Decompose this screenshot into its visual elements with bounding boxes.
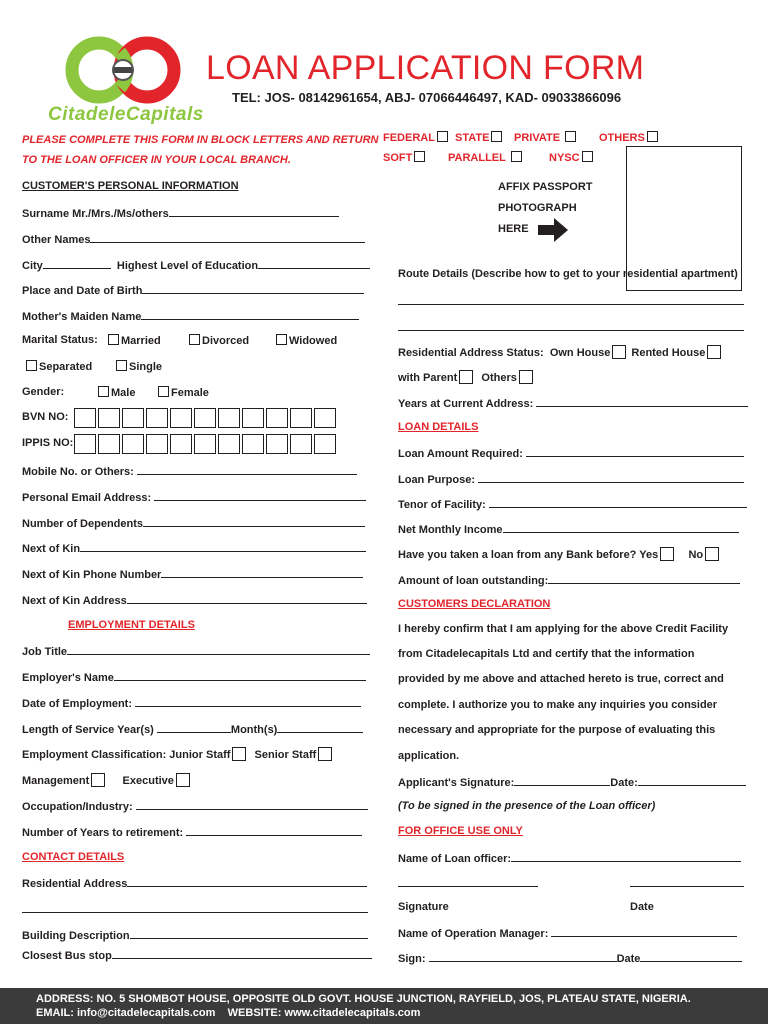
widowed-checkbox[interactable] xyxy=(276,334,287,345)
loan-purpose-field[interactable] xyxy=(398,472,744,486)
months-label: Month(s) xyxy=(230,724,278,736)
federal-checkbox[interactable] xyxy=(437,131,448,142)
married-label: Married xyxy=(121,335,161,347)
with-parent-label: with Parent xyxy=(398,372,458,384)
widowed-label: Widowed xyxy=(289,335,338,347)
mobile-label: Mobile No. or Others: xyxy=(22,466,134,478)
form-title: LOAN APPLICATION FORM xyxy=(206,49,645,87)
category-soft-label: SOFT xyxy=(383,152,413,164)
kin-phone-label: Next of Kin Phone Number xyxy=(22,569,162,581)
option-male[interactable] xyxy=(96,386,135,399)
employer-field[interactable] xyxy=(22,670,366,684)
residential-address-line-2[interactable] xyxy=(22,902,368,913)
building-label: Building Description xyxy=(22,930,130,942)
others-checkbox[interactable] xyxy=(647,131,658,142)
dependents-field[interactable] xyxy=(22,516,365,530)
net-income-field[interactable] xyxy=(398,522,739,536)
officer-signature-line[interactable] xyxy=(398,876,538,887)
employment-heading: EMPLOYMENT DETAILS xyxy=(68,619,195,631)
male-checkbox[interactable] xyxy=(98,386,109,397)
bus-stop-field[interactable] xyxy=(22,948,372,962)
digit-box[interactable] xyxy=(74,408,96,428)
marital-label: Marital Status: xyxy=(22,334,98,346)
single-label: Single xyxy=(129,361,163,373)
passport-instruction-3: HERE xyxy=(498,223,529,235)
divorced-label: Divorced xyxy=(202,335,250,347)
soft-checkbox[interactable] xyxy=(414,151,425,162)
senior-staff-checkbox[interactable] xyxy=(318,747,332,761)
tenor-field[interactable] xyxy=(398,497,747,511)
digit-box[interactable] xyxy=(290,434,312,454)
job-title-label: Job Title xyxy=(22,646,68,658)
category-federal-label: FEDERAL xyxy=(383,132,435,144)
digit-box[interactable] xyxy=(170,434,192,454)
loan-no-label: No xyxy=(688,549,704,561)
category-soft[interactable] xyxy=(383,151,427,164)
digit-box[interactable] xyxy=(122,434,144,454)
email-label: Personal Email Address: xyxy=(22,492,152,504)
declaration-text-3: provided by me above and attached hereto is true, correct and xyxy=(398,673,724,685)
footer-contact[interactable]: EMAIL: info@citadelecapitals.com WEBSITE: www.citadelecapitals.com xyxy=(36,1007,421,1019)
kin-address-label: Next of Kin Address xyxy=(22,595,127,607)
digit-box[interactable] xyxy=(314,408,336,428)
declaration-text-2: from Citadelecapitals Ltd and certify that the information xyxy=(398,648,695,660)
outstanding-field[interactable] xyxy=(398,573,740,587)
arrow-right-icon xyxy=(538,218,568,242)
with-parent-checkbox[interactable] xyxy=(459,370,473,384)
loan-amount-label: Loan Amount Required: xyxy=(398,448,523,460)
digit-box[interactable] xyxy=(74,434,96,454)
applicant-signature-label: Applicant's Signature: xyxy=(398,777,515,789)
officer-signature-label: Signature xyxy=(398,901,449,913)
phone-numbers: TEL: JOS- 08142961654, ABJ- 07066446497, KAD- 09033866096 xyxy=(232,90,622,105)
surname-label: Surname Mr./Mrs./Ms/others xyxy=(22,208,169,220)
bvn-label: BVN NO: xyxy=(22,411,69,423)
instructions-line-1: PLEASE COMPLETE THIS FORM IN BLOCK LETTERS AND RETURN xyxy=(22,134,379,146)
option-widowed[interactable] xyxy=(274,334,337,347)
manager-sign-label: Sign: xyxy=(398,953,426,965)
passport-instruction-2: PHOTOGRAPH xyxy=(498,202,577,214)
res-others-checkbox[interactable] xyxy=(519,370,533,384)
executive-checkbox[interactable] xyxy=(176,773,190,787)
kin-phone-field[interactable] xyxy=(22,567,363,581)
logo-text: CitadeleCapitals xyxy=(48,104,204,125)
category-parallel-label: PARALLEL xyxy=(448,152,506,164)
office-use-heading: FOR OFFICE USE ONLY xyxy=(398,825,523,837)
digit-box[interactable] xyxy=(146,408,168,428)
junior-staff-checkbox[interactable] xyxy=(232,747,246,761)
bvn-row xyxy=(22,406,68,428)
digit-box[interactable] xyxy=(98,408,120,428)
maiden-name-field[interactable] xyxy=(22,309,359,323)
ippis-label: IPPIS NO: xyxy=(22,437,74,449)
declaration-text-6: application. xyxy=(398,750,460,762)
job-title-field[interactable] xyxy=(22,644,370,658)
applicant-date-label: Date: xyxy=(610,777,638,789)
length-service-label: Length of Service Year(s) xyxy=(22,724,154,736)
category-others[interactable] xyxy=(599,131,660,144)
rented-house-label: Rented House xyxy=(631,347,706,359)
next-of-kin-field[interactable] xyxy=(22,541,366,555)
date-employment-label: Date of Employment: xyxy=(22,698,133,710)
bus-stop-label: Closest Bus stop xyxy=(22,950,112,962)
dependents-label: Number of Dependents xyxy=(22,518,144,530)
years-address-field[interactable] xyxy=(398,396,748,410)
city-education-field[interactable] xyxy=(22,258,370,272)
officer-date-line[interactable] xyxy=(630,876,744,887)
marital-status-row xyxy=(22,334,98,346)
contact-heading: CONTACT DETAILS xyxy=(22,851,125,863)
digit-box[interactable] xyxy=(170,408,192,428)
category-federal[interactable] xyxy=(383,131,450,144)
rented-house-checkbox[interactable] xyxy=(707,345,721,359)
passport-instruction-1: AFFIX PASSPORT xyxy=(498,181,593,193)
loan-officer-label: Name of Loan officer: xyxy=(398,853,512,865)
nysc-checkbox[interactable] xyxy=(582,151,593,162)
route-line-1[interactable] xyxy=(398,294,744,305)
tenor-label: Tenor of Facility: xyxy=(398,499,486,511)
retirement-label: Number of Years to retirement: xyxy=(22,827,184,839)
private-checkbox[interactable] xyxy=(565,131,576,142)
digit-box[interactable] xyxy=(122,408,144,428)
digit-box[interactable] xyxy=(290,408,312,428)
signature-note: (To be signed in the presence of the Loan officer) xyxy=(398,800,656,812)
loan-no-checkbox[interactable] xyxy=(705,547,719,561)
own-house-label: Own House xyxy=(549,347,611,359)
loan-details-heading: LOAN DETAILS xyxy=(398,421,479,433)
building-description-field[interactable] xyxy=(22,928,368,942)
manager-date-label: Date xyxy=(616,953,641,965)
category-parallel[interactable] xyxy=(448,151,524,164)
res-others-label: Others xyxy=(481,372,517,384)
route-line-2[interactable] xyxy=(398,320,744,331)
gender-label: Gender: xyxy=(22,386,65,398)
instructions-line-2: TO THE LOAN OFFICER IN YOUR LOCAL BRANCH. xyxy=(22,154,291,166)
female-label: Female xyxy=(171,387,209,399)
loan-yes-checkbox[interactable] xyxy=(660,547,674,561)
declaration-text-5: necessary and appropriate for the purpose of evaluating this xyxy=(398,724,716,736)
taken-loan-row xyxy=(398,547,721,561)
digit-box[interactable] xyxy=(266,434,288,454)
length-service-field[interactable] xyxy=(22,722,363,736)
res-status-label: Residential Address Status: xyxy=(398,347,544,359)
classification-row xyxy=(22,747,334,761)
option-female[interactable] xyxy=(156,386,209,399)
residential-status-row xyxy=(398,345,723,359)
operation-manager-field[interactable] xyxy=(398,926,737,940)
management-checkbox[interactable] xyxy=(91,773,105,787)
digit-box[interactable] xyxy=(98,434,120,454)
operation-manager-label: Name of Operation Manager: xyxy=(398,928,549,940)
retirement-field[interactable] xyxy=(22,825,362,839)
kin-address-field[interactable] xyxy=(22,593,367,607)
outstanding-label: Amount of loan outstanding: xyxy=(398,575,549,587)
option-married[interactable] xyxy=(106,334,161,347)
category-others-label: OTHERS xyxy=(599,132,645,144)
own-house-checkbox[interactable] xyxy=(612,345,626,359)
manager-sign-field[interactable] xyxy=(398,951,742,965)
parent-others-row xyxy=(398,370,535,384)
net-income-label: Net Monthly Income xyxy=(398,524,503,536)
category-private-label: PRIVATE xyxy=(514,132,561,144)
classification-label: Employment Classification: Junior Staff xyxy=(22,749,231,761)
digit-box[interactable] xyxy=(194,408,216,428)
loan-amount-field[interactable] xyxy=(398,446,744,460)
maiden-name-label: Mother's Maiden Name xyxy=(22,311,142,323)
education-label: Highest Level of Education xyxy=(116,260,259,272)
route-details-label: Route Details (Describe how to get to your residential apartment) xyxy=(398,268,738,280)
employer-label: Employer's Name xyxy=(22,672,114,684)
surname-field[interactable] xyxy=(22,206,339,220)
occupation-field[interactable] xyxy=(22,799,368,813)
company-logo xyxy=(44,30,202,126)
category-nysc[interactable] xyxy=(549,151,595,164)
male-label: Male xyxy=(111,387,136,399)
executive-label: Executive xyxy=(122,775,174,787)
footer-address: ADDRESS: NO. 5 SHOMBOT HOUSE, OPPOSITE OLD GOVT. HOUSE JUNCTION, RAYFIELD, JOS, PLATEAU STATE, NIGERIA. xyxy=(36,993,691,1005)
loan-purpose-label: Loan Purpose: xyxy=(398,474,476,486)
declaration-heading: CUSTOMERS DECLARATION xyxy=(398,598,551,610)
place-dob-field[interactable] xyxy=(22,283,364,297)
category-state-label: STATE xyxy=(455,132,490,144)
female-checkbox[interactable] xyxy=(158,386,169,397)
other-names-label: Other Names xyxy=(22,234,91,246)
digit-box[interactable] xyxy=(314,434,336,454)
bvn-digit-boxes[interactable] xyxy=(74,408,338,428)
digit-box[interactable] xyxy=(194,434,216,454)
taken-before-label: Have you taken a loan from any Bank before? Yes xyxy=(398,549,659,561)
parallel-checkbox[interactable] xyxy=(511,151,522,162)
digit-box[interactable] xyxy=(242,408,264,428)
ippis-row xyxy=(22,432,73,454)
management-label: Management xyxy=(22,775,90,787)
separated-label: Separated xyxy=(39,361,93,373)
residential-label: Residential Address xyxy=(22,878,128,890)
mobile-field[interactable] xyxy=(22,464,357,478)
date-employment-field[interactable] xyxy=(22,696,361,710)
next-of-kin-label: Next of Kin xyxy=(22,543,81,555)
option-single[interactable] xyxy=(114,360,162,373)
single-checkbox[interactable] xyxy=(116,360,127,371)
digit-box[interactable] xyxy=(218,408,240,428)
declaration-text-1: I hereby confirm that I am applying for the above Credit Facility xyxy=(398,623,729,635)
married-checkbox[interactable] xyxy=(108,334,119,345)
option-separated[interactable] xyxy=(24,360,92,373)
years-address-label: Years at Current Address: xyxy=(398,398,534,410)
residential-address-field[interactable] xyxy=(22,876,367,890)
category-nysc-label: NYSC xyxy=(549,152,580,164)
category-state[interactable] xyxy=(455,131,504,144)
divorced-checkbox[interactable] xyxy=(189,334,200,345)
management-row xyxy=(22,773,192,787)
email-field[interactable] xyxy=(22,490,366,504)
declaration-text-4: complete. I authorize you to make any inquiries you consider xyxy=(398,699,718,711)
applicant-signature-field[interactable] xyxy=(398,775,746,789)
digit-box[interactable] xyxy=(242,434,264,454)
personal-info-heading: CUSTOMER'S PERSONAL INFORMATION xyxy=(22,180,239,192)
ippis-digit-boxes[interactable] xyxy=(74,434,338,454)
senior-staff-label: Senior Staff xyxy=(254,749,317,761)
other-names-field[interactable] xyxy=(22,232,365,246)
footer-bar xyxy=(0,988,768,1024)
digit-box[interactable] xyxy=(266,408,288,428)
state-checkbox[interactable] xyxy=(491,131,502,142)
loan-officer-field[interactable] xyxy=(398,851,741,865)
officer-date-label: Date xyxy=(630,901,654,913)
city-label: City xyxy=(22,260,43,272)
digit-box[interactable] xyxy=(218,434,240,454)
digit-box[interactable] xyxy=(146,434,168,454)
separated-checkbox[interactable] xyxy=(26,360,37,371)
place-dob-label: Place and Date of Birth xyxy=(22,285,143,297)
category-private[interactable] xyxy=(514,131,578,144)
occupation-label: Occupation/Industry: xyxy=(22,801,133,813)
option-divorced[interactable] xyxy=(187,334,249,347)
